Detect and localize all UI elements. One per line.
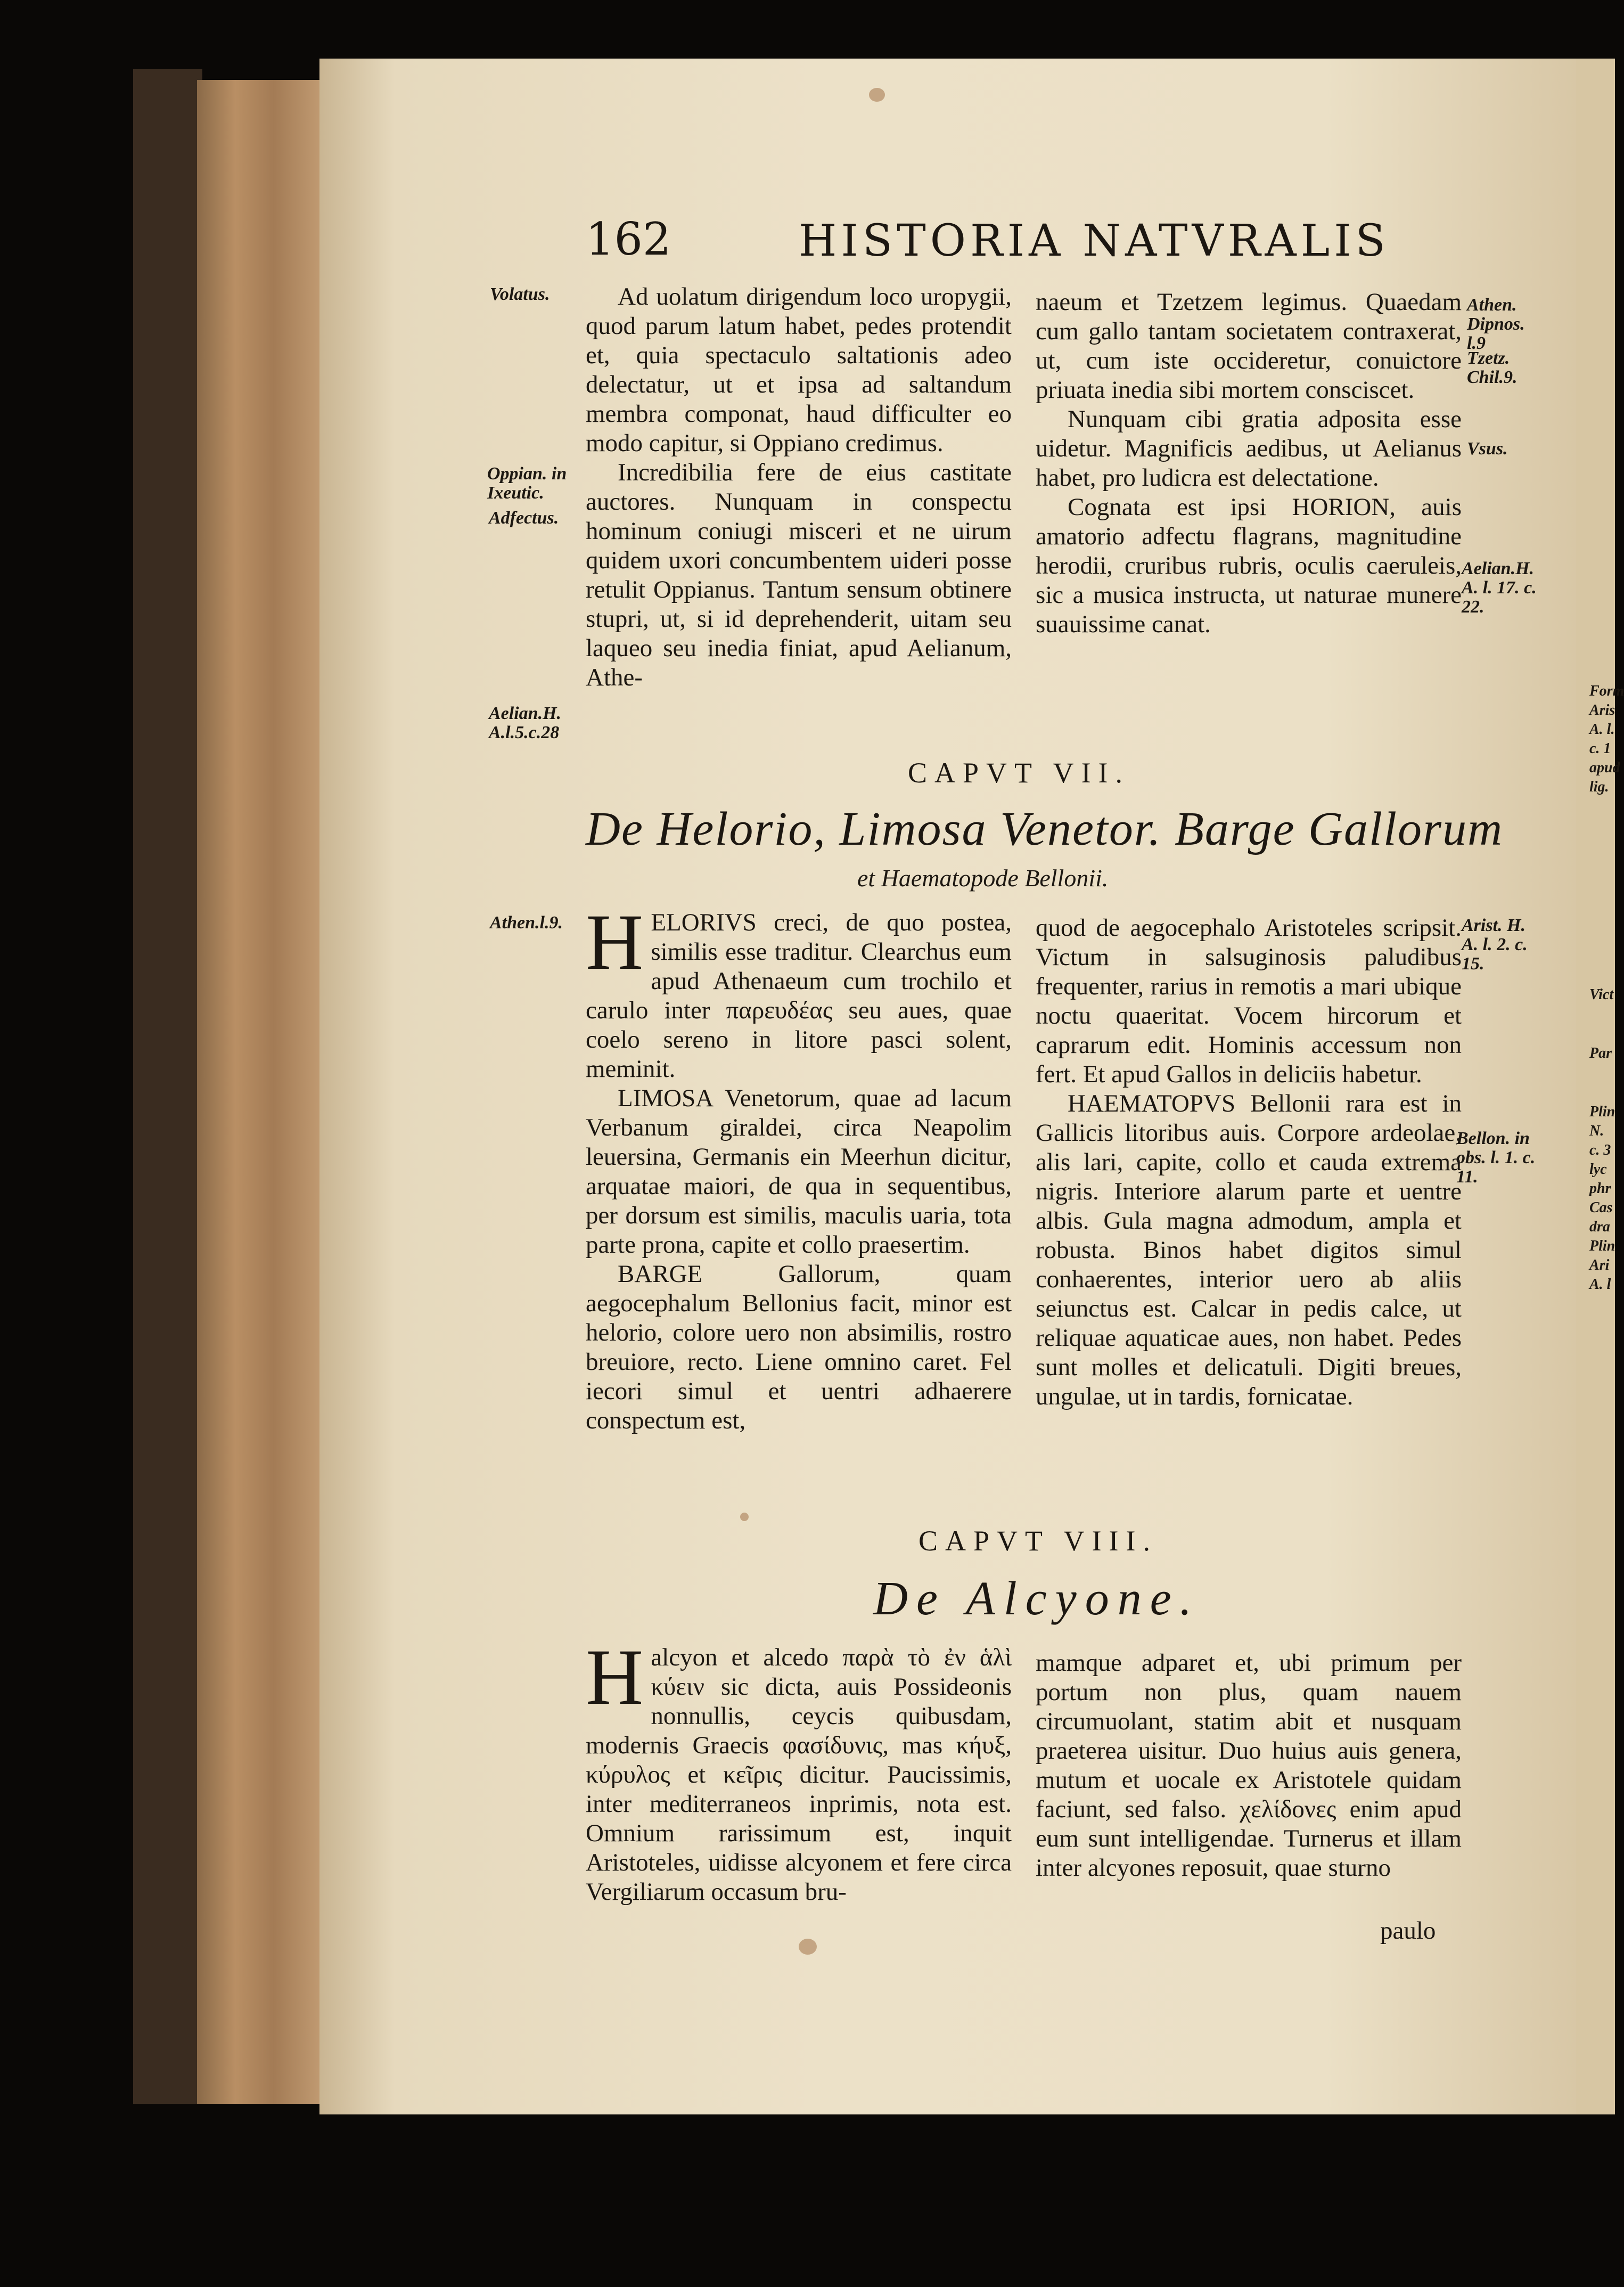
margin-note: Tzetz. Chil.9. xyxy=(1467,348,1518,387)
paragraph: quod de aegocephalo Aristoteles scripsit. Victum in salsuginosis paludibus frequenter, rarius in remotis a mari ubique noctu quaeritat. Vocem hircorum et caprarum edit. Hominis accessum non fert. Et apud Gallos in deliciis habetur. xyxy=(1036,914,1462,1088)
margin-note: Volatus. xyxy=(490,284,550,304)
drop-cap: H xyxy=(586,898,644,986)
paper-stain xyxy=(869,88,885,102)
next-page-fragment: Vict xyxy=(1589,986,1614,1003)
drop-cap: H xyxy=(586,1633,644,1721)
text-column-right xyxy=(1036,1648,1462,1883)
paper-stain xyxy=(740,1513,749,1521)
paragraph: Incredibilia fere de eius castitate auctores. Nunquam in conspectu hominum coniugi misceri et ne uirum quidem uxori concumbentem uideri posse retulit Oppianus. Tantum sensum obtinere stupri, ut, si id deprehenderit, uitam seu laqueo seu inedia finiat, apud Aelianum, Athe- xyxy=(586,459,1012,691)
next-page-fragment: Plin N. c. 3 lyc phr Cas dra Plin Ari A. l xyxy=(1589,1104,1615,1293)
margin-note: Arist. H. A. l. 2. c. 15. xyxy=(1462,916,1528,974)
paragraph: mamque adparet et, ubi primum per portum non plus, quam nauem circumuolant, statim abit et nusquam praeterea uisitur. Duo huius auis genera, mutum et uocale ex Aristotele quidam faciunt, sed falso. χελίδονες enim apud eum sunt intelligendae. Turnerus et illam inter alcyones reposuit, quae sturno xyxy=(1036,1649,1462,1882)
page-block-edges xyxy=(197,80,325,2104)
text-column-right xyxy=(1036,913,1462,1411)
margin-note: Oppian. in Ixeutic. xyxy=(487,464,567,503)
text-column-right xyxy=(1036,288,1462,639)
next-page-fragment: Form Aris A. l. c. 1 apud lig. xyxy=(1589,683,1624,795)
margin-note: Athen.l.9. xyxy=(490,913,563,933)
chapter-heading: CAPVT VII. xyxy=(908,757,1130,789)
running-title: HISTORIA NATVRALIS xyxy=(799,216,1390,266)
paragraph: Nunquam cibi gratia adposita esse uidetur. Magnificis aedibus, ut Aelianus habet, pro ludicra est delectatione. xyxy=(1036,405,1462,492)
catchword: paulo xyxy=(1380,1917,1436,1945)
paragraph: HAEMATOPVS Bellonii rara est in Gallicis litoribus auis. Corpore ardeolae, alis lari, capite, collo et cauda extrema nigris. Interiore alarum parte et uentre albis. Gula magna admodum, ampla et robusta. Binos habet digitos simul conhaerentes, interior uero ab aliis seiunctus est. Calcar in pedis calce, ut reliquae aquaticae aues, non habet. Pedes sunt molles et delicatuli. Digiti breues, ungulae, ut in tardis, fornicatae. xyxy=(1036,1090,1462,1410)
margin-note: Vsus. xyxy=(1467,439,1508,459)
paper-stain xyxy=(799,1939,817,1955)
next-page-fragment: Par xyxy=(1589,1045,1612,1061)
chapter-title: De Helorio, Limosa Venetor. Barge Gallorum xyxy=(586,803,1504,855)
paragraph: naeum et Tzetzem legimus. Quaedam cum gallo tantam societatem contraxerat, ut, cum iste occideretur, conuictore priuata inedia sibi mortem consciscet. xyxy=(1036,288,1462,404)
paragraph: Ad uolatum dirigendum loco uropygii, quod parum latum habet, pedes protendit et, quia spectaculo saltationis adeo delectatur, ut et ipsa ad saltandum membra componat, haud difficulter eo modo capitur, si Oppiano credimus. xyxy=(586,283,1012,457)
paragraph xyxy=(586,898,1012,1084)
book-spine-edge xyxy=(133,69,202,2104)
paragraph-text: ELORIVS creci, de quo postea, similis esse traditur. Clearchus eum apud Athenaeum cum trochilo et carulo inter παρευδέας seu aues, quae coelo sereno in litore pasci solent, meminit. xyxy=(586,909,1012,1083)
paragraph xyxy=(586,1633,1012,1907)
margin-note: Athen. Dipnos. l.9 xyxy=(1467,295,1525,353)
paragraph-text: alcyon et alcedo παρὰ τὸ ἐν ἁλὶ κύειν sic dicta, auis Possideonis nonnullis, ceycis quibusdam, modernis Graecis φασίδυνις, mas κήυξ, κύρυλος et κεῖρις dicitur. Paucissimis, inter mediterraneos inprimis, nota est. Omnium rarissimum est, inquit Aristoteles, uidisse alcyonem et fere circa Vergiliarum occasum bru- xyxy=(586,1644,1012,1906)
paragraph: Cognata est ipsi HORION, auis amatorio adfectu flagrans, magnitudine herodii, cruribus rubris, oculis caeruleis, sic a musica instructa, ut naturae munere suauissime canat. xyxy=(1036,493,1462,638)
margin-note: Bellon. in obs. l. 1. c. 11. xyxy=(1456,1129,1536,1187)
chapter-heading: CAPVT VIII. xyxy=(918,1525,1158,1557)
paragraph: LIMOSA Venetorum, quae ad lacum Verbanum giraldei, circa Neapolim leuersina, Germanis ein Meerhun dicitur, arquatae maiori, de qua in sequentibus, per dorsum est similis, maculis uaria, tota parte prona, capite et collo praesertim. xyxy=(586,1084,1012,1259)
margin-note: Adfectus. xyxy=(489,508,559,528)
margin-note: Aelian.H. A. l. 17. c. 22. xyxy=(1462,559,1537,617)
chapter-title: De Alcyone. xyxy=(873,1572,1201,1625)
paragraph: BARGE Gallorum, quam aegocephalum Bellonius facit, minor est helorio, colore uero non absimilis, rostro breuiore, recto. Liene omnino caret. Fel iecori simul et uentri adhaerere conspectum est, xyxy=(586,1260,1012,1434)
text-column-left xyxy=(586,898,1012,1435)
page-number: 162 xyxy=(586,213,671,265)
text-column-left xyxy=(586,1633,1012,1907)
margin-note: Aelian.H. A.l.5.c.28 xyxy=(489,704,562,742)
text-column-left xyxy=(586,282,1012,692)
chapter-subtitle: et Haematopode Bellonii. xyxy=(857,864,1109,892)
next-page-strip xyxy=(1576,59,1624,2114)
